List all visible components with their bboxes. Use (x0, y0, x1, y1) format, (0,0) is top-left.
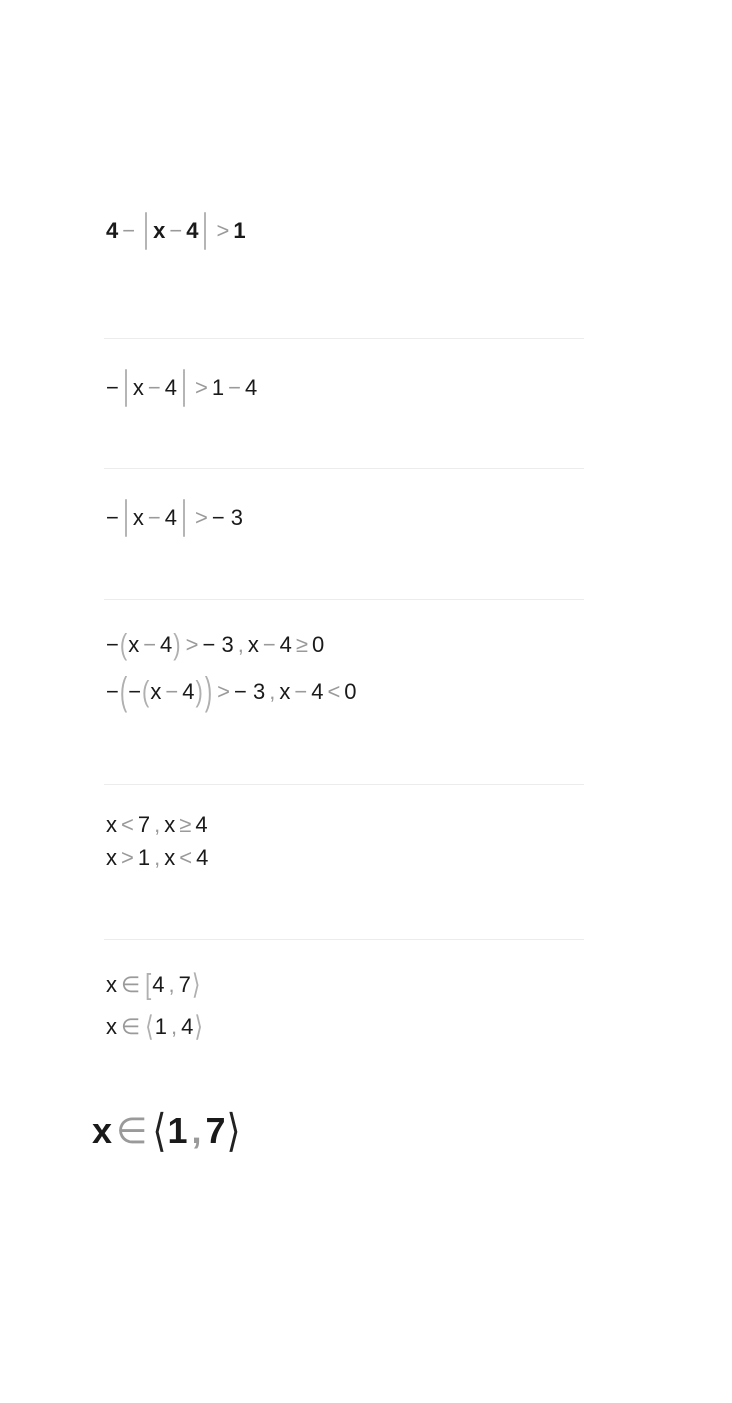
bracket-right: ⟩ (191, 968, 201, 1001)
term: x (106, 972, 117, 997)
equation-step-3 (106, 499, 243, 537)
negation: − (106, 505, 119, 530)
term: 4 (182, 679, 195, 704)
relation: ≥ (179, 812, 192, 837)
negation: − (106, 679, 119, 704)
term: 0 (344, 679, 357, 704)
equation-step-4a (106, 627, 325, 662)
negation: − (106, 375, 119, 400)
divider (104, 338, 584, 339)
relation: ≥ (295, 632, 308, 657)
bracket-right: ⟩ (194, 1010, 203, 1043)
relation: > (217, 679, 230, 704)
operator: − (143, 632, 157, 657)
term: 1 (137, 845, 151, 870)
equation-step-5a (106, 811, 208, 839)
separator: , (269, 679, 276, 704)
paren-right-inner: ) (195, 674, 203, 709)
element-of: ∈ (121, 972, 141, 997)
bracket-left: ⟨ (145, 1010, 154, 1043)
relation: < (179, 845, 193, 870)
term: 1 (154, 1014, 168, 1039)
element-of: ∈ (116, 1110, 148, 1151)
relation: < (327, 679, 341, 704)
term: 7 (178, 972, 191, 997)
abs-bar-right (183, 499, 185, 537)
term: x (164, 812, 176, 837)
term: 4 (164, 375, 177, 400)
term: − 3 (234, 679, 266, 704)
relation: < (121, 812, 134, 837)
equation-step-4b (106, 669, 357, 713)
term: 4 (279, 632, 292, 657)
term: 0 (312, 632, 325, 657)
term: 4 (196, 845, 209, 870)
relation: > (121, 845, 134, 870)
term: 4 (181, 1014, 194, 1039)
term: x (92, 1110, 113, 1151)
bracket-left: [ (145, 968, 152, 1001)
term: 4 (160, 632, 173, 657)
term: 4 (106, 218, 119, 243)
relation: > (194, 375, 208, 400)
relation: > (216, 218, 230, 243)
abs-bar-left (145, 212, 147, 250)
divider (104, 784, 584, 785)
paren-left-outer: ( (119, 669, 128, 713)
separator: , (237, 632, 244, 657)
divider (104, 599, 584, 600)
term: x (106, 1014, 117, 1039)
term: x (132, 375, 144, 400)
relation: > (185, 632, 199, 657)
abs-bar-left (125, 369, 127, 407)
operator: − (122, 218, 136, 243)
operator: − (165, 679, 179, 704)
term: x (247, 632, 259, 657)
paren-left-inner: ( (142, 674, 150, 709)
paren-right-outer: ) (204, 669, 213, 713)
separator: , (168, 972, 175, 997)
operator: − (169, 218, 183, 243)
operator: − (228, 375, 241, 400)
paren-left: ( (119, 627, 128, 662)
separator: , (154, 845, 161, 870)
final-answer (92, 1104, 242, 1156)
element-of: ∈ (121, 1014, 141, 1039)
operator: − (262, 632, 276, 657)
operator: − (147, 375, 161, 400)
term: 1 (167, 1110, 188, 1151)
separator: , (171, 1014, 178, 1039)
separator: , (191, 1110, 202, 1151)
abs-bar-left (125, 499, 127, 537)
operator: − (147, 505, 161, 530)
equation-step-5b (106, 844, 208, 872)
divider (104, 468, 584, 469)
term: 4 (186, 218, 199, 243)
term: 7 (205, 1110, 226, 1151)
interval-step-6b (106, 1010, 204, 1043)
term: x (164, 845, 176, 870)
term: 4 (244, 375, 258, 400)
interval-step-6a (106, 968, 202, 1001)
relation: > (194, 505, 208, 530)
bracket-right: ⟩ (226, 1104, 241, 1156)
term: x (106, 845, 117, 870)
abs-bar-right (183, 369, 185, 407)
negation: − (106, 632, 119, 657)
equation-step-2 (106, 369, 257, 407)
operator: − (294, 679, 308, 704)
equation-original (106, 212, 246, 250)
separator: , (154, 812, 161, 837)
term: 4 (311, 679, 324, 704)
term: x (150, 679, 162, 704)
term: x (128, 632, 140, 657)
bracket-left: ⟨ (152, 1104, 167, 1156)
divider (104, 939, 584, 940)
term: x (279, 679, 291, 704)
term: 1 (233, 218, 246, 243)
term: x (132, 505, 144, 530)
term: 4 (164, 505, 177, 530)
term: 1 (211, 375, 225, 400)
term: − 3 (202, 632, 234, 657)
abs-bar-right (204, 212, 206, 250)
term: 4 (195, 812, 208, 837)
term: − 3 (211, 505, 244, 530)
paren-right: ) (173, 627, 181, 662)
term: x (153, 218, 166, 243)
term: 4 (152, 972, 165, 997)
term: 7 (137, 812, 151, 837)
negation: − (128, 679, 142, 704)
term: x (106, 812, 117, 837)
